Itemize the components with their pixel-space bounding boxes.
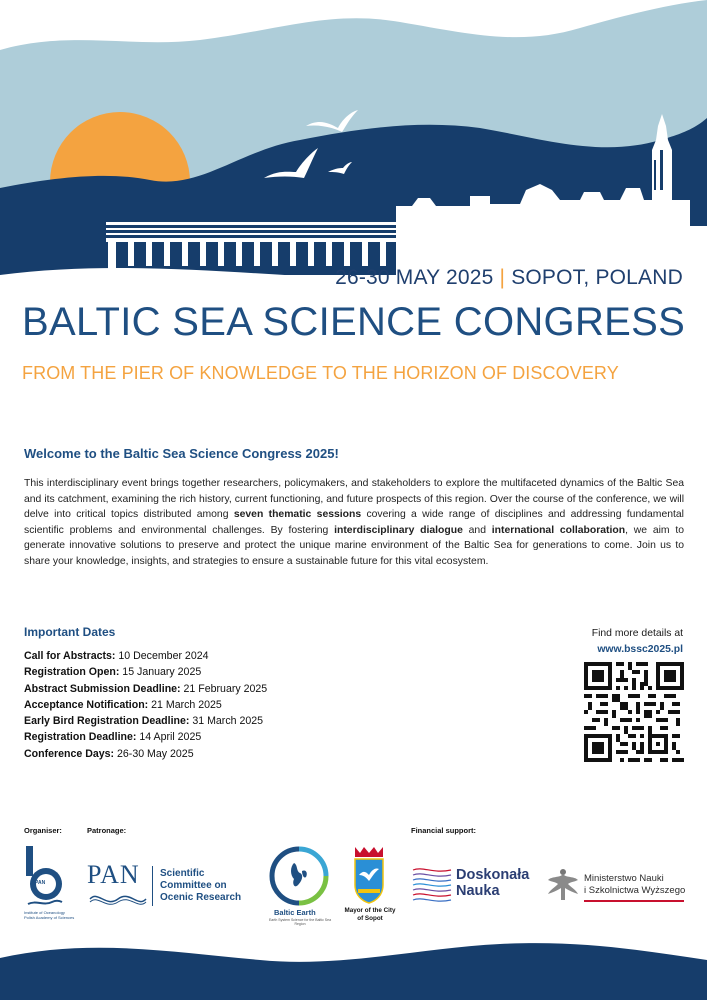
details-block xyxy=(592,626,683,658)
pan-wave-icon xyxy=(88,890,148,908)
ministry-underline xyxy=(584,900,684,902)
intro-text-4: , we aim to generate innovative solutions to preserve and protect the unique marine environment of the Baltic Sea for generations to come. Join us to share your knowledge, insights, and strategies to ensure a sustainable future for this vital ecosystem. xyxy=(24,524,684,567)
pan-logo-text: PAN xyxy=(87,860,140,889)
qr-code-icon[interactable] xyxy=(584,662,684,762)
intro-text-2: covering a wide range of disciplines and addressing fundamental scientific problems and environmental challenges. By fostering xyxy=(24,509,684,536)
event-dates: 26-30 MAY 2025 xyxy=(335,266,494,289)
date-item: Early Bird Registration Deadline: 31 March 2025 xyxy=(24,715,264,728)
date-item: Acceptance Notification: 21 March 2025 xyxy=(24,698,222,711)
baltic-earth-logo-icon xyxy=(268,845,330,907)
sopot-caption: Mayor of the City of Sopot xyxy=(344,907,396,922)
doskonala-nauka-logo-icon xyxy=(411,864,453,904)
hero-illustration xyxy=(0,0,707,290)
scientific-committee-text: Scientific Committee on Ocenic Research xyxy=(160,868,242,903)
baltic-earth-subcaption: Earth System Science for the Baltic Sea Region xyxy=(268,918,332,926)
io-logo-text: PAN xyxy=(35,880,46,886)
separator: | xyxy=(499,266,506,289)
intro-bold-2: interdisciplinary dialogue xyxy=(334,524,463,536)
congress-title: BALTIC SEA SCIENCE CONGRESS xyxy=(22,300,686,344)
footer-wave xyxy=(0,930,707,1000)
intro-bold-3: international collaboration xyxy=(491,524,626,536)
event-date-location xyxy=(335,266,683,290)
date-item: Conference Days: 26-30 May 2025 xyxy=(24,747,194,760)
date-item: Call for Abstracts: 10 December 2024 xyxy=(24,650,209,662)
welcome-heading: Welcome to the Baltic Sea Science Congress 2025! xyxy=(24,446,339,461)
intro-bold-1: seven thematic sessions xyxy=(233,509,362,521)
date-item: Abstract Submission Deadline: 21 February 2025 xyxy=(24,682,268,695)
intro-text-1: This interdisciplinary event brings together researchers, policymakers, and stakeholders to explore the multifaceted dynamics of the Baltic Sea and its catchment, examining the rich history, current functioning, and future prospects of this region. Over the course of the conference, we will delve into critical topics distributed among xyxy=(24,478,684,521)
pan-divider xyxy=(152,866,153,906)
footer-wave-shape xyxy=(0,930,707,1000)
details-text: Find more details at xyxy=(591,628,683,639)
ministry-text: Ministerstwo Nauki i Szkolnictwa Wyższego xyxy=(584,873,686,896)
doskonala-nauka-text: Doskonała Nauka xyxy=(456,867,530,899)
organiser-label: Organiser: xyxy=(24,826,62,835)
date-item: Registration Open: 15 January 2025 xyxy=(24,666,202,679)
io-caption: Institute of Oceanology Polish Academy of Sciences xyxy=(24,910,75,920)
sopot-coat-of-arms-icon xyxy=(352,845,386,905)
intro-text-3: and xyxy=(462,524,492,536)
website-link[interactable]: www.bssc2025.pl xyxy=(597,644,683,655)
congress-subtitle: FROM THE PIER OF KNOWLEDGE TO THE HORIZON OF DISCOVERY xyxy=(22,363,619,383)
financial-support-label: Financial support: xyxy=(411,826,477,835)
welcome-paragraph xyxy=(24,476,684,570)
polish-eagle-emblem-icon xyxy=(546,866,580,904)
patronage-label: Patronage: xyxy=(87,826,127,835)
institute-oceanology-logo-icon xyxy=(24,846,64,908)
date-item: Registration Deadline: 14 April 2025 xyxy=(24,731,202,744)
important-dates-list xyxy=(24,648,267,762)
important-dates-heading: Important Dates xyxy=(24,625,116,639)
sopot-skyline-illustration xyxy=(0,0,707,290)
event-location: SOPOT, POLAND xyxy=(511,266,683,289)
baltic-earth-caption: Baltic Earth xyxy=(274,908,316,917)
